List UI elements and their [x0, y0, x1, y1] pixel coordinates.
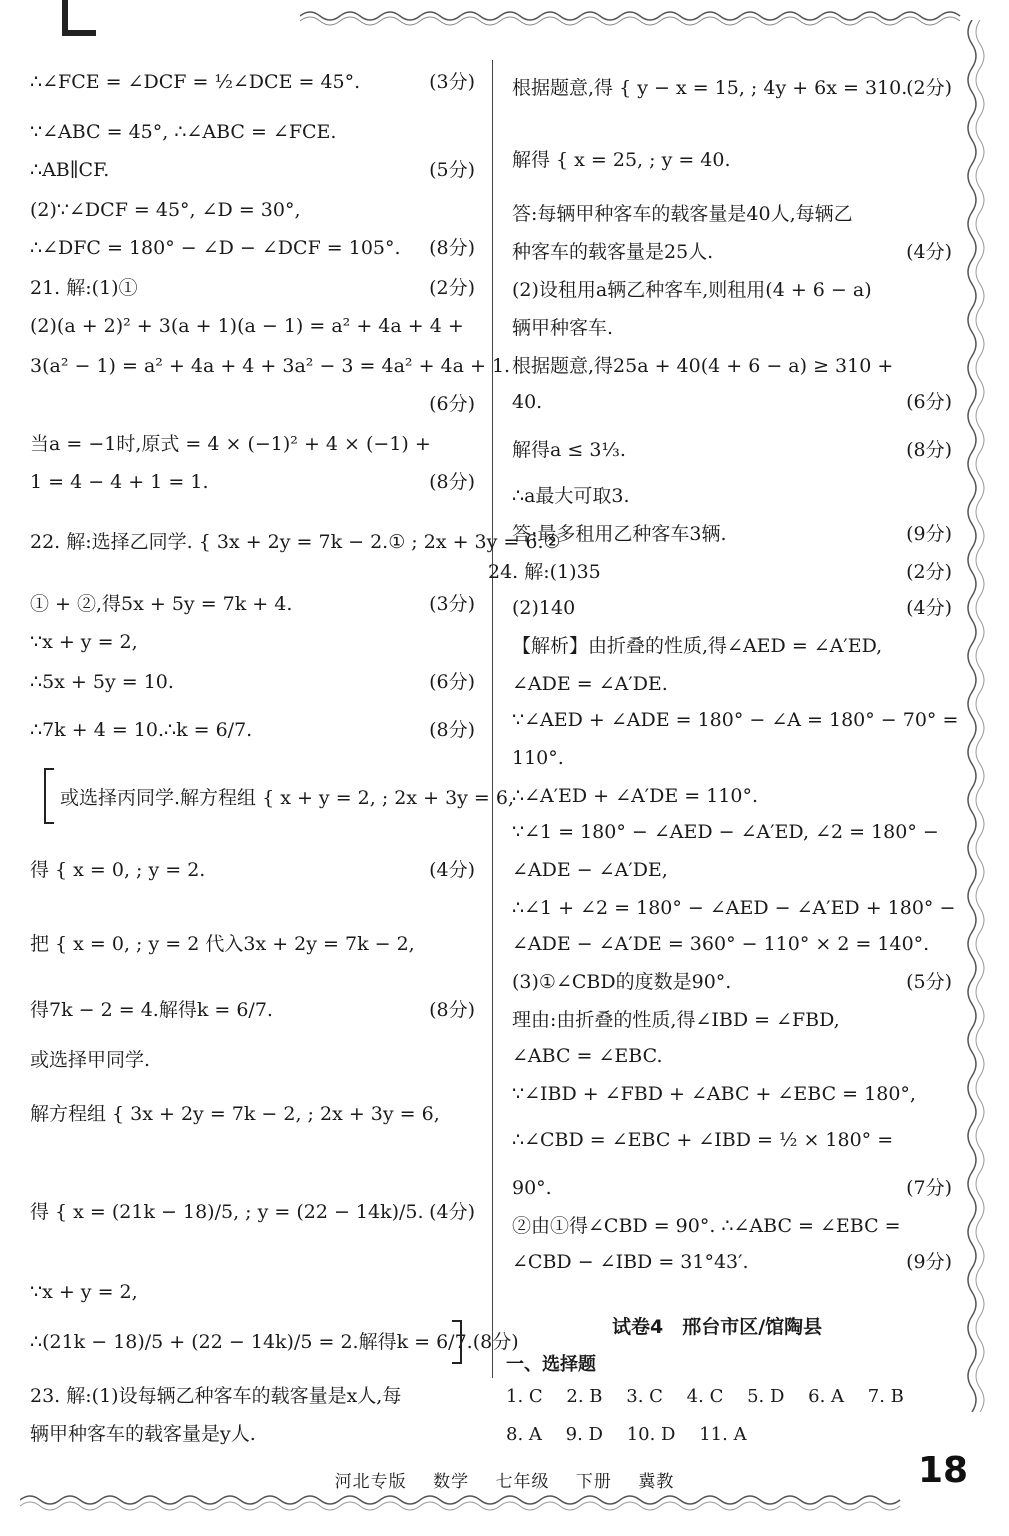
right-wave-decoration: [960, 20, 990, 1420]
column-divider: [492, 60, 493, 1378]
answer-row-2: 8. A 9. D 10. D 11. A: [506, 1424, 747, 1445]
corner-decoration: [60, 0, 100, 40]
section-title: 试卷4 邢台市区/馆陶县: [612, 1316, 823, 1338]
section-subtitle: 一、选择题: [506, 1354, 596, 1375]
bottom-wave-decoration: [20, 1492, 920, 1512]
alternative-bracket-close: [452, 1320, 462, 1364]
answer-page: ∴∠FCE = ∠DCF = ½∠DCE = 45°. (3分) ∵∠ABC = 45°, ∴∠ABC = ∠FCE. ∴AB∥CF. (5分) (2)∵∠DCF = 45°, ∠D = 30°, ∴∠DFC = 180° − ∠D − ∠DCF = 105°. (8分) 21. 解:(1)① (2分) (2)(a + 2)² + 3(a + 1)(a − 1) = a² + 4a + 4 + 3(a² − 1) = a² + 4a + 4 + 3a² − 3 = 4a² + 4a + 1. (6分) 当a = −1时,原式 = 4 × (−1)² + 4 × (−1) + 1 = 4 − 4 + 1 = 1. (8分) 22. 解:选择乙同学. { 3x + 2y = 7k − 2.① ; 2x + 3y = 6.② ① + ②,得5x + 5y = 7k + 4. (3分) ∵x + y = 2, ∴5x + 5y = 10. (6分) ∴7k + 4 = 10.∴k = 6/7. (8分) 或选择丙同学.解方程组 { x + y = 2, ; 2x + 3y = 6, 得 { x = 0, ; y = 2. (4分) 把 { x = 0, ; y = 2 代入3x + 2y = 7k − 2, 得7k − 2 = 4.解得k = 6/7. (8分) 或选择甲同学. 解方程组 { 3x + 2y = 7k − 2, ; 2x + 3y = 6, 得 { x = (21k − 18)/5, ; y = (22 − 14k)/5. (4分) ∵x + y = 2, ∴(21k − 18)/5 + (22 − 14k)/5 = 2.解得k = 6/7.(8分) 23. 解:(1)设每辆乙种客车的载客量是x人,每 辆甲种客车的载客量是y人. 根据题意,得 { y − x = 15, ; 4y + 6x = 310. (2分) 解得 { x = 25, ; y = 40. 答:每辆甲种客车的载客量是40人,每辆乙 种客车的载客量是25人. (4分) (2)设租用a辆乙种客车,则租用(4 + 6 − a) 辆甲种客车. 根据题意,得25a + 40(4 + 6 − a) ≥ 310 + 40. (6分) 解得a ≤ 3⅓. (8分) ∴a最大可取3. 答:最多租用乙种客车3辆. (9分) 24. 解:(1)35 (2分) (2)140 (4分) 【解析】由折叠的性质,得∠AED = ∠A′ED, ∠ADE = ∠A′DE. ∵∠AED + ∠ADE = 180° − ∠A = 180° − 70° = 110°. ∴∠A′ED + ∠A′DE = 110°. ∵∠1 = 180° − ∠AED − ∠A′ED, ∠2 = 180° − ∠ADE − ∠A′DE, ∴∠1 + ∠2 = 180° − ∠AED − ∠A′ED + 180° − ∠ADE − ∠A′DE = 360° − 110° × 2 = 140°. (3)①∠CBD的度数是90°. (5分) 理由:由折叠的性质,得∠IBD = ∠FBD, ∠ABC = ∠EBC. ∵∠IBD + ∠FBD + ∠ABC + ∠EBC = 180°, ∴∠CBD = ∠EBC + ∠IBD = ½ × 180° = 90°. (7分) ②由①得∠CBD = 90°. ∴∠ABC = ∠EBC = ∠CBD − ∠IBD = 31°43′. (9分) 试卷4 邢台市区/馆陶县 一、选择题 1. C 2. B 3. C 4. C 5. D 6. A 7. B 8. A 9. D 10. D 11. A 河北专版 数学 七年级 下册 冀教 18: [0, 0, 1009, 1536]
answer-row-1: 1. C 2. B 3. C 4. C 5. D 6. A 7. B: [506, 1386, 904, 1407]
alternative-bracket-open: [44, 768, 54, 824]
page-footer: 河北专版 数学 七年级 下册 冀教: [334, 1472, 675, 1492]
top-wave-decoration: [300, 6, 980, 26]
page-number: 18: [918, 1450, 969, 1491]
